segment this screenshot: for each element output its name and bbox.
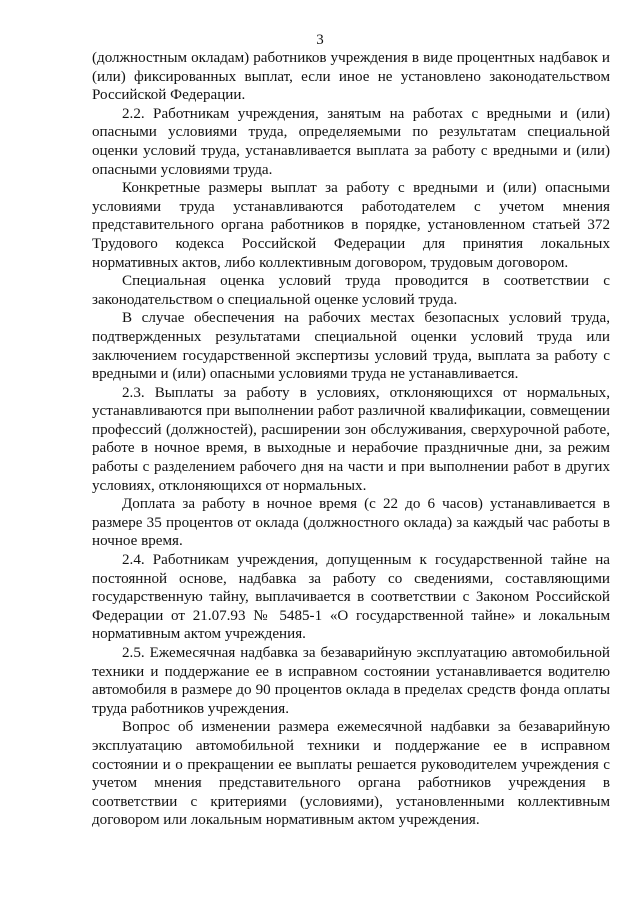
- paragraph-2-4: 2.4. Работникам учреждения, допущенным к государственной тайне на постоянной основе, надбавка за работу со сведениями, составляющими государственную тайну, выплачивается в соответствии с Законом Российской Федерации от 21.07.93 № 5485-1 «О государственной тайне» и локальным нормативным актом учреждения.: [92, 552, 610, 643]
- paragraph-safe-conditions: В случае обеспечения на рабочих местах безопасных условий труда, подтвержденных результатами специальной оценки условий труда или заключением государственной экспертизы условий труда, выплата за работу с вредными и (или) опасными условиями труда не устанавливается.: [92, 310, 610, 383]
- paragraph-2-5: 2.5. Ежемесячная надбавка за безаварийную эксплуатацию автомобильной техники и поддержание ее в исправном состоянии устанавливается водителю автомобиля в размере до 90 процентов оклада в пределах средств фонда оплаты труда работников учреждения.: [92, 645, 610, 717]
- paragraph-night-work: Доплата за работу в ночное время (с 22 до 6 часов) устанавливается в размере 35 процентов от оклада (должностного оклада) за каждый час работы в ночное время.: [92, 496, 610, 550]
- paragraph-allowance-change: Вопрос об изменении размера ежемесячной надбавки за безаварийную эксплуатацию автомобильной техники и поддержание ее в исправном состоянии и о прекращении ее выплаты решается руководителем учреждения с учетом мнения представительного органа работников учреждения в соответствии с критериями (условиями), установленными коллективным договором или локальным нормативным актом учреждения.: [92, 719, 610, 829]
- paragraph-special-assessment: Специальная оценка условий труда проводится в соответствии с законодательством о специальной оценке условий труда.: [92, 273, 610, 308]
- paragraph-hazard-payment-amounts: Конкретные размеры выплат за работу с вредными и (или) опасными условиями труда устанавливаются работодателем с учетом мнения представительного органа работников в порядке, установленном статьей 372 Трудового кодекса Российской Федерации для принятия локальных нормативных актов, либо коллективным договором, трудовым договором.: [92, 180, 610, 271]
- paragraph-continuation: (должностным окладам) работников учреждения в виде процентных надбавок и (или) фиксированных выплат, если иное не установлено законодательством Российской Федерации.: [92, 50, 610, 104]
- paragraph-2-2: 2.2. Работникам учреждения, занятым на работах с вредными и (или) опасными условиями труда, определяемыми по результатам специальной оценки условий труда, устанавливается выплата за работу с вредными и (или) опасными условиями труда.: [92, 105, 610, 178]
- document-body: [92, 49, 610, 830]
- paragraph-2-3: 2.3. Выплаты за работу в условиях, отклоняющихся от нормальных, устанавливаются при выполнении работ различной квалификации, совмещении профессий (должностей), расширении зон обслуживания, сверхурочной работе, работе в ночное время, в выходные и нерабочие праздничные дни, за режим работы с разделением рабочего дня на части и при выполнении работ в других условиях, отклоняющихся от нормальных.: [92, 384, 610, 494]
- page-number: 3: [316, 32, 324, 48]
